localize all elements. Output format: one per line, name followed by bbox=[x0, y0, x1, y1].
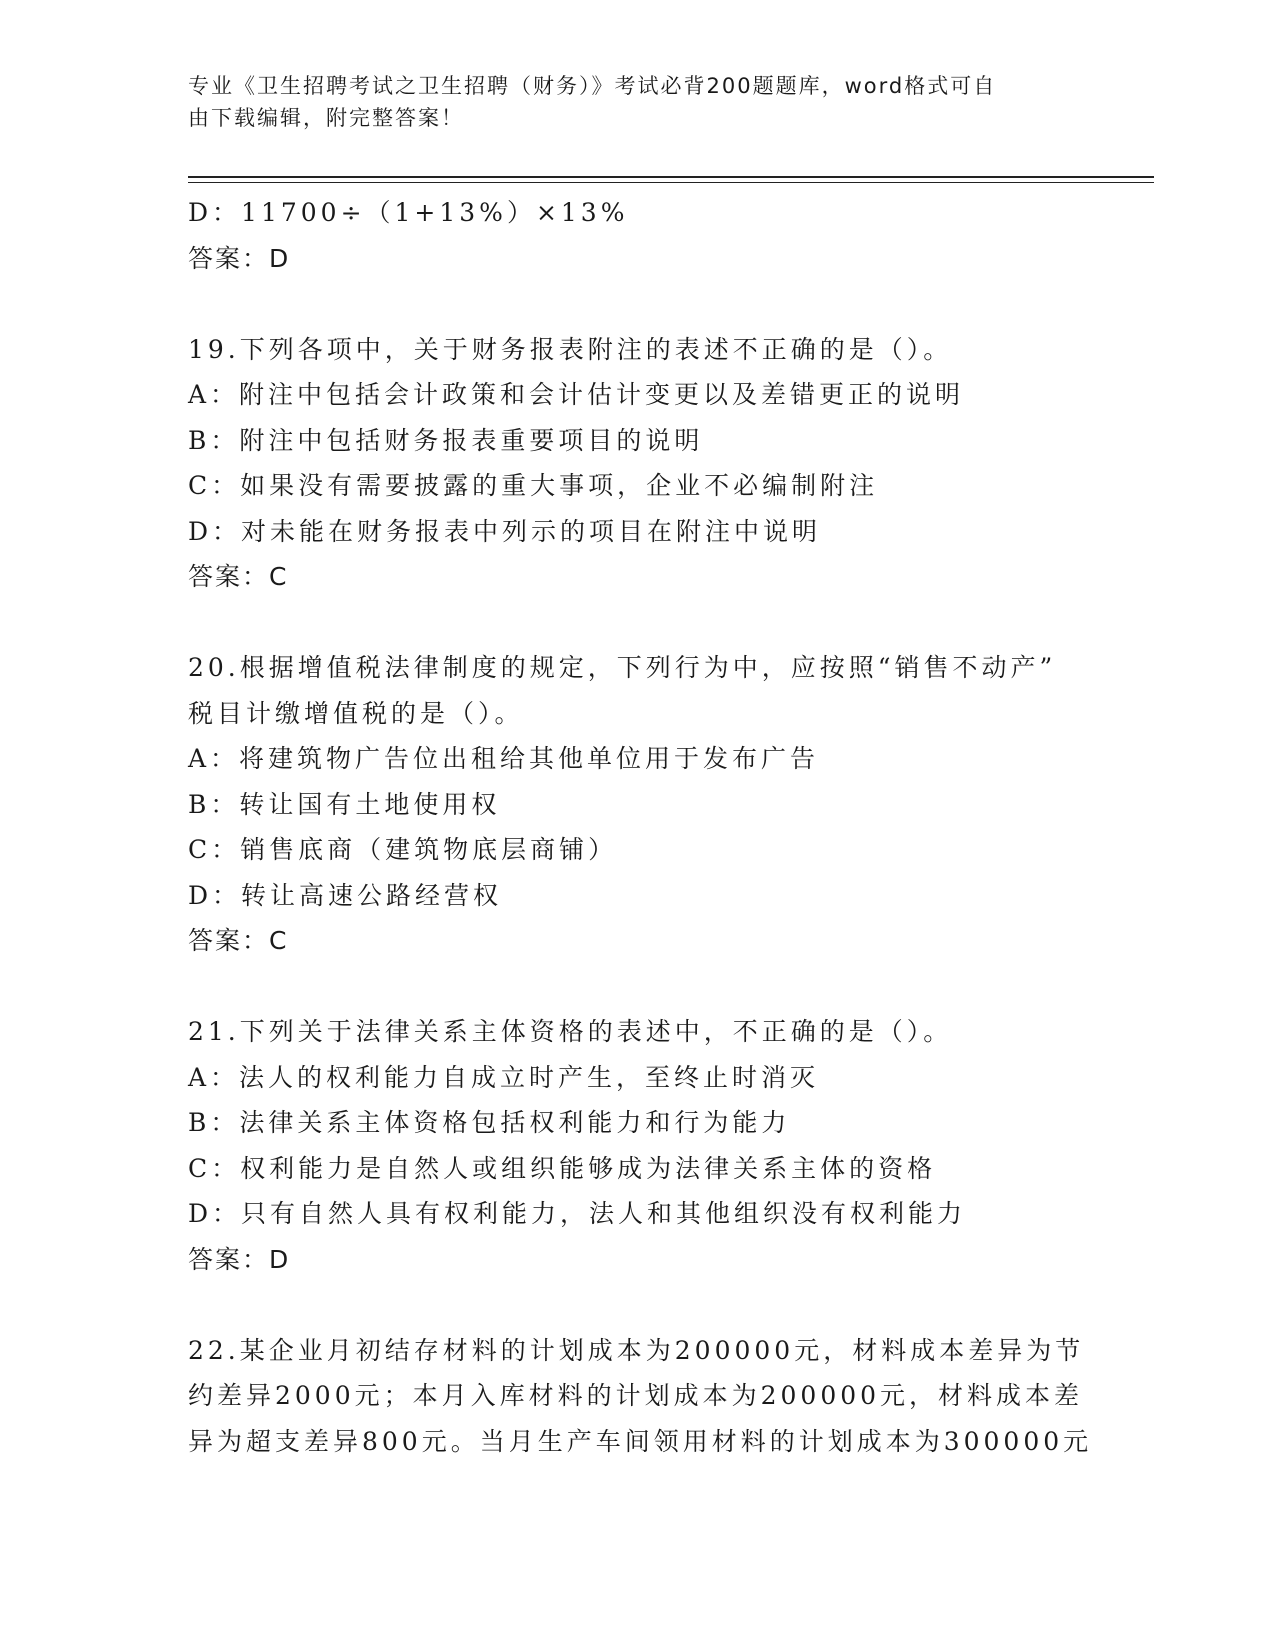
spacer bbox=[188, 1282, 1088, 1328]
question-stem: 19.下列各项中，关于财务报表附注的表述不正确的是（）。 bbox=[188, 334, 953, 364]
header-line-1: 专业《卫生招聘考试之卫生招聘（财务）》考试必背200题题库，word格式可自 bbox=[188, 74, 997, 98]
answer: 答案：C bbox=[188, 562, 289, 591]
question-stem: 22.某企业月初结存材料的计划成本为200000元，材料成本差异为节 bbox=[188, 1335, 1085, 1365]
option-b: B：转让国有土地使用权 bbox=[188, 789, 501, 819]
question-stem: 21.下列关于法律关系主体资格的表述中，不正确的是（）。 bbox=[188, 1017, 953, 1046]
answer: 答案：D bbox=[188, 1244, 291, 1274]
option-d: D：对未能在财务报表中列示的项目在附注中说明 bbox=[188, 516, 822, 546]
header-rule-thin bbox=[188, 182, 1154, 183]
option-b: B：法律关系主体资格包括权利能力和行为能力 bbox=[188, 1108, 791, 1137]
question-19 bbox=[188, 327, 1088, 600]
spacer bbox=[188, 964, 1088, 1010]
answer: 答案：C bbox=[188, 926, 289, 955]
document-header bbox=[188, 70, 1068, 134]
option-d: D：11700÷（1+13%）×13% bbox=[188, 198, 629, 227]
question-21 bbox=[188, 1009, 1088, 1282]
option-b: B：附注中包括财务报表重要项目的说明 bbox=[188, 425, 704, 455]
option-d: D：转让高速公路经营权 bbox=[188, 880, 503, 910]
question-stem-cont: 税目计缴增值税的是（）。 bbox=[188, 698, 524, 728]
option-a: A：将建筑物广告位出租给其他单位用于发布广告 bbox=[188, 744, 820, 773]
option-a: A：法人的权利能力自成立时产生，至终止时消灭 bbox=[188, 1062, 820, 1092]
option-c: C：权利能力是自然人或组织能够成为法律关系主体的资格 bbox=[188, 1153, 937, 1183]
previous-question-tail bbox=[188, 190, 1088, 281]
spacer bbox=[188, 600, 1088, 646]
option-d: D：只有自然人具有权利能力，法人和其他组织没有权利能力 bbox=[188, 1199, 967, 1228]
question-stem: 20.根据增值税法律制度的规定，下列行为中，应按照“销售不动产” bbox=[188, 653, 1057, 682]
document-body bbox=[188, 190, 1093, 1464]
question-stem-cont: 约差异2000元；本月入库材料的计划成本为200000元，材料成本差 bbox=[188, 1381, 1084, 1410]
header-rule-thick bbox=[188, 176, 1154, 178]
question-22 bbox=[188, 1328, 1093, 1465]
answer: 答案：D bbox=[188, 243, 291, 273]
spacer bbox=[188, 281, 1088, 327]
option-a: A：附注中包括会计政策和会计估计变更以及差错更正的说明 bbox=[188, 380, 965, 409]
question-stem-cont: 异为超支差异800元。当月生产车间领用材料的计划成本为300000元 bbox=[188, 1426, 1093, 1456]
question-20 bbox=[188, 645, 1088, 964]
header-line-2: 由下载编辑，附完整答案！ bbox=[188, 106, 464, 130]
option-c: C：销售底商（建筑物底层商铺） bbox=[188, 835, 618, 864]
option-c: C：如果没有需要披露的重大事项，企业不必编制附注 bbox=[188, 471, 879, 500]
